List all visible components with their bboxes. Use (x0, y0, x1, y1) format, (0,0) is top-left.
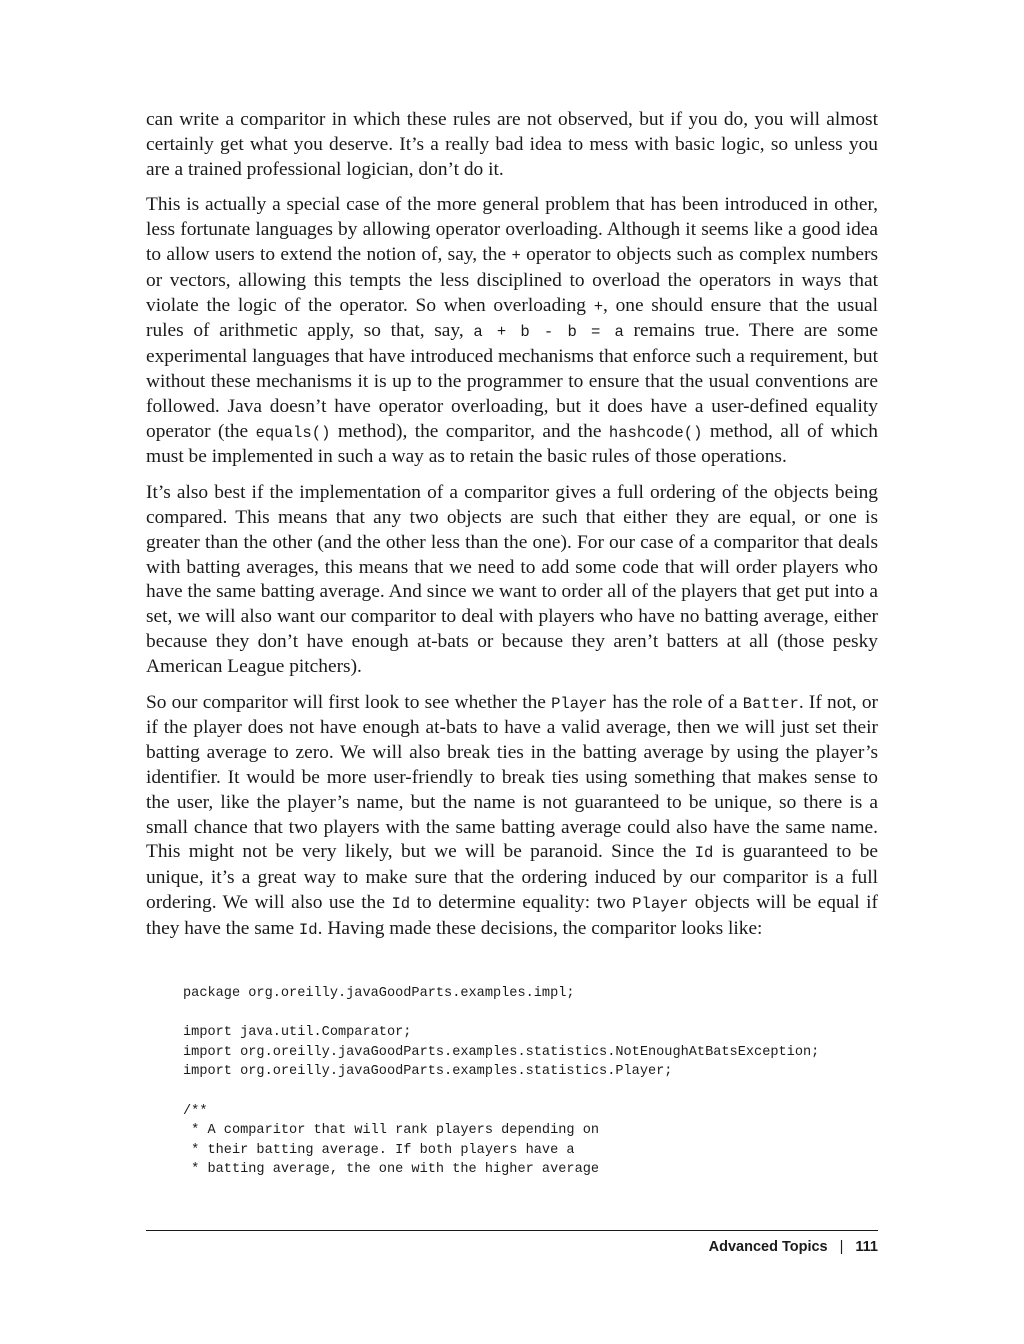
inline-code: Id (694, 844, 714, 863)
text-run: is guaranteed to be unique, it’s a great way to make sure that the ordering induced by our comparitor is a full ordering. We will also use the (146, 841, 878, 913)
text-run: , one should ensure that the usual rules of arithmetic apply, so that, say, (146, 294, 879, 342)
text-run: method, all of which must be implemented in such a way as to retain the basic rules of those operations. (146, 420, 878, 468)
text-run: objects will be equal if they have the same (146, 891, 878, 939)
text-run: So our comparitor will first look to see whether the (146, 691, 552, 713)
inline-code: equals() (255, 423, 331, 442)
text-run: to determine equality: two (410, 891, 633, 913)
code-listing (183, 984, 883, 1180)
text-run: method), the comparitor, and the (330, 420, 609, 442)
text-run: . If not, or if the player does not have enough at-bats to have a valid average, then we will just set their batting average to zero. We will also break ties in the batting average by using the player’s identifier. It would be more user-friendly to break ties using something that makes sense to the user, like the player’s name, but the name is not guaranteed to be unique, so there is a small chance that two players with the same batting average could also have the same name. This might not be very likely, but we will be paranoid. Since the (146, 691, 878, 863)
inline-code: Player (551, 694, 608, 713)
code-line: * their batting average. If both players have a (183, 1142, 575, 1158)
inline-code: Player (632, 894, 689, 913)
code-line: import org.oreilly.javaGoodParts.examples.statistics.Player; (183, 1064, 673, 1080)
running-footer (709, 1239, 878, 1255)
inline-code: Id (298, 920, 318, 939)
code-line: /** (183, 1103, 208, 1119)
inline-code: hashcode() (608, 423, 703, 442)
code-line (183, 1004, 883, 1024)
code-line: import java.util.Comparator; (183, 1025, 412, 1041)
footer-section-title: Advanced Topics (708, 1239, 828, 1255)
body-text (146, 108, 878, 954)
paragraph (146, 108, 878, 182)
inline-code: Batter (742, 694, 799, 713)
code-line: import org.oreilly.javaGoodParts.examples.statistics.NotEnoughAtBatsException; (183, 1044, 820, 1060)
text-run: This is actually a special case of the more general problem that has been introduced in other, less fortunate languages by allowing operator overloading. Although it seems like a good idea to allow users to extend the notion of, say, the (146, 194, 878, 265)
inline-code: + (511, 246, 521, 265)
footer-rule (146, 1230, 878, 1231)
code-line (183, 1082, 883, 1102)
inline-code: Id (391, 894, 411, 913)
code-line: * A comparitor that will rank players depending on (183, 1123, 600, 1139)
page-number: 111 (855, 1239, 878, 1255)
paragraph (146, 481, 878, 679)
inline-code: a + b - b = a (473, 323, 624, 342)
text-run: remains true. There are some experimental languages that have introduced mechanisms that enforce such a requirement, but without these mechanisms it is up to the programmer to ensure that the usual conventions are followed. Java doesn’t have operator overloading, but it does have a user-defined equality operator (the (146, 320, 879, 442)
code-line: * batting average, the one with the higher average (183, 1162, 600, 1178)
code-line: package org.oreilly.javaGoodParts.examples.impl; (183, 986, 575, 1001)
paragraph (146, 193, 878, 470)
text-run: . Having made these decisions, the comparitor looks like: (317, 917, 763, 939)
footer-separator: | (839, 1239, 844, 1255)
text-run: can write a comparitor in which these rules are not observed, but if you do, you will almost certainly get what you deserve. It’s a really bad idea to mess with basic logic, so unless you are a trained professional logician, don’t do it. (146, 109, 878, 180)
paragraph (146, 691, 878, 943)
inline-code: + (593, 297, 604, 316)
text-run: It’s also best if the implementation of a comparitor gives a full ordering of the objects being compared. This means that any two objects are such that either they are equal, or one is greater than the other (and the other less than the one). For our case of a comparitor that deals with batting averages, this means that we need to add some code that will order players who have the same batting average. And since we want to order all of the players that get put into a set, we will also want our comparitor to deal with players who have no batting average, either because they don’t have enough at-bats or because they aren’t batters at all (those pesky American League pitchers). (146, 482, 878, 677)
text-run: operator to objects such as complex numbers or vectors, allowing this tempts the less disciplined to overload the operators in ways that violate the logic of the operator. So when overloading (146, 243, 878, 316)
text-run: has the role of a (607, 691, 743, 713)
